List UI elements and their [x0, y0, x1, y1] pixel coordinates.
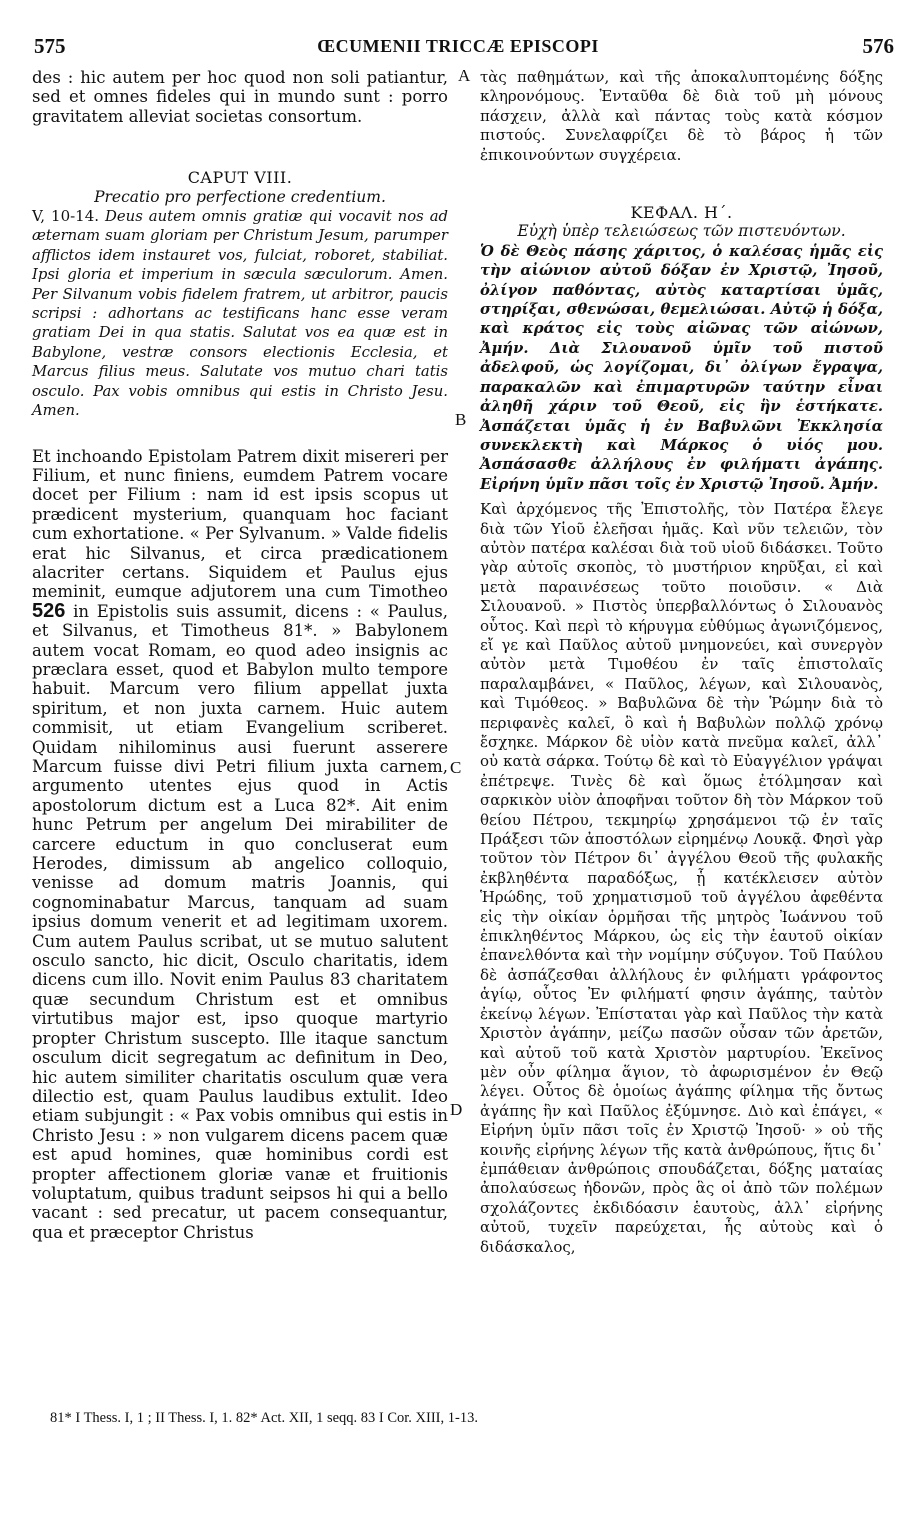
page-number-left: 575 [34, 34, 66, 58]
latin-intro: des : hic autem per hoc quod non soli patiantur, sed et omnes fideles qui in mundo sunt : porro gravitatem alleviat societas consortum. [32, 68, 448, 126]
greek-column [480, 68, 883, 1257]
latin-chapter-subtitle: Precatio pro perfectione credentium. [94, 187, 386, 206]
running-title: ŒCUMENII TRICCÆ EPISCOPI [317, 36, 599, 56]
latin-chapter-heading: CAPUT VIII. [187, 168, 293, 188]
latin-scripture-passage [32, 207, 448, 420]
greek-scripture-passage: Ὁ δὲ Θεὸς πάσης χάριτος, ὁ καλέσας ἡμᾶς εἰς τὴν αἰώνιον αὐτοῦ δόξαν ἐν Χριστῷ, Ἰησοῦ, ὀλίγον παθόντας, αὐτὸς καταρτίσαι ὑμᾶς, στηρίξαι, σθενώσαι, θεμελιώσαι. Αὐτῷ ἡ δόξα, καὶ κράτος εἰς τοὺς αἰῶνας τῶν αἰώνων, Ἀμήν. Διὰ Σιλουανοῦ ὑμῖν τοῦ πιστοῦ ἀδελφοῦ, ὡς λογίζομαι, δι᾽ ὀλίγων ἔγραψα, παρακαλῶν καὶ ἐπιμαρτυρῶν ταύτην εἶναι ἀληθῆ χάριν τοῦ Θεοῦ, εἰς ἣν ἑστήκατε. Ἀσπάζεται ὑμᾶς ἡ ἐν Βαβυλῶνι Ἐκκλησία συνεκλεκτὴ καὶ Μάρκος ὁ υἱός μου. Ἀσπάσασθε ἀλλήλους ἐν φιλήματι ἀγάπης. Εἰρήνη ὑμῖν πᾶσι τοῖς ἐν Χριστῷ Ἰησοῦ. Ἀμήν. [480, 242, 883, 493]
latin-commentary-part-1: Et inchoando Epistolam Patrem dixit misereri per Filium, et nunc finiens, eumdem Patrem vocare docet per Filium : nam id est ipsis scopus ut prædicent mysterium, quanquam hoc faciant cum exhortatione. « Per Sylvanum. » Valde fidelis erat hic Silvanus, et circa prædicationem alacriter certans. Siquidem et Paulus ejus meminit, eumque adjutorem una cum Timotheo [32, 446, 448, 602]
running-header [22, 34, 894, 62]
column-marker-d: D [450, 1100, 463, 1119]
latin-column [32, 68, 448, 1242]
latin-commentary [32, 447, 448, 1243]
greek-chapter-subtitle: Εὐχὴ ὑπὲρ τελειώσεως τῶν πιστευόντων. [517, 222, 846, 241]
greek-intro: τὰς παθημάτων, καὶ τῆς ἀποκαλυπτομένης δόξης κληρονόμους. Ἐνταῦθα δὲ διὰ τοῦ μὴ μόνους πάσχειν, ἀλλὰ καὶ πάντας τοὺς κατὰ κόσμον πιστούς. Συνελαφρίζει δὲ τὸ βάρος ἡ τῶν ἐπικοινούντων συγχέρεια. [480, 68, 883, 164]
footnotes: 81* I Thess. I, 1 ; II Thess. I, 1. 82* Act. XII, 1 seqq. 83 I Cor. XIII, 1-13. [50, 1410, 478, 1426]
latin-commentary-part-2: in Epistolis suis assumit, dicens : « Paulus, et Silvanus, et Timotheus 81*. » Babylonem autem vocat Romam, eo quod adeo insignis ac præclara esset, quod et Babylon multo tempore habuit. Marcum vero filium appellat juxta spiritum, et non juxta carnem. Huic autem commisit, ut etiam Evangelium scriberet. Quidam nihilominus ausi fuerunt asserere Marcum fuisse divi Petri filium juxta carnem, argumento utentes ejus quod in Actis apostolorum dictum est a Luca 82*. Ait enim hunc Petrum per angelum Dei mirabiliter de carcere eductum in quo concluserat eum Herodes, dimissum ab angelico colloquio, venisse ad domum matris Joannis, qui cognominabatur Marcus, tanquam ad suam ipsius domum venerit et ad legitimam uxorem. Cum autem Paulus scribat, ut se mutuo salutent osculo sancto, hic dicit, Osculo charitatis, idem dicens cum illo. Novit enim Paulus 83 charitatem quæ secundum Christum est et omnibus virtutibus major est, ipso quoque martyrio propter Christum suscepto. Ille itaque sanctum osculum dicit segregatum ac definitum in Deo, hic autem similiter charitatis osculum quæ vera dilectio est, quam Paulus laudibus extulit. Ideo etiam subjungit : « Pax vobis omnibus qui estis in Christo Jesu : » non vulgarem dicens pacem quæ est apud homines, quæ hominibus cordi est propter affectionem gloriæ vanæ et fruitionis voluptatum, quibus tradunt seipsos hi qui a bello vacant : sed precatur, ut pacem consequantur, qua et præceptor Christus [32, 601, 448, 1242]
greek-commentary: Καὶ ἀρχόμενος τῆς Ἐπιστολῆς, τὸν Πατέρα ἔλεγε διὰ τῶν Υἱοῦ ἐλεῆσαι ἡμᾶς. Καὶ νῦν τελειῶν, τὸν αὐτὸν πατέρα καλέσαι διὰ τοῦ υἱοῦ διδάσκει. Τοῦτο γὰρ αὐτοῖς σκοπὸς, τὸ μυστήριον κηρῦξαι, εἰ καὶ μετὰ παραινέσεως τοῦτο ποιοῦσιν. « Διὰ Σιλουανοῦ. » Πιστὸς ὑπερβαλλόντως ὁ Σιλουανὸς οὗτος. Καὶ περὶ τὸ κήρυγμα εὐθύμως ἀγωνιζόμενος, εἴ γε καὶ Παῦλος αὐτοῦ μνημονεύει, καὶ συνεργὸν αὐτὸν μετὰ Τιμοθέου ἐν ταῖς ἐπιστολαῖς παραλαμβάνει, « Παῦλος, λέγων, καὶ Σιλουανὸς, καὶ Τιμόθεος. » Βαβυλῶνα δὲ τὴν Ῥώμην διὰ τὸ περιφανὲς καλεῖ, ὃ καὶ ἡ Βαβυλὼν πολλῷ χρόνῳ ἔσχηκε. Μάρκον δὲ υἱὸν κατὰ πνεῦμα καλεῖ, ἀλλ᾽ οὐ κατὰ σάρκα. Τούτῳ δὲ καὶ τὸ Εὐαγγέλιον γράψαι ἐπέτρεψε. Τινὲς δὲ καὶ ὅμως ἐτόλμησαν καὶ σαρκικὸν υἱὸν ἀποφῆναι τοῦτον δὴ τὸν Μάρκον τοῦ θείου Πέτρου, τεκμηρίῳ χρησάμενοι τῷ ἐν ταῖς Πράξεσι τῶν ἀποστόλων εἰρημένῳ Λουκᾷ. Φησὶ γὰρ τοῦτον τὸν Πέτρον δι᾽ ἀγγέλου Θεοῦ τῆς φυλακῆς ἐκβληθέντα παραδόξως, ᾗ κατέκλεισεν αὐτὸν Ἡρώδης, τοῦ χρηματισμοῦ τοῦ ἀγγέλου ἀφεθέντα εἰς τὴν οἰκίαν ὁρμῆσαι τῆς μητρὸς Ἰωάννου τοῦ ἐπικληθέντος Μάρκου, ὡς εἰς τὴν ἑαυτοῦ οἰκίαν ἐπανελθόντα καὶ τὴν νομίμην σύζυγον. Τοῦ Παύλου δὲ ἀσπάζεσθαι ἀλλήλους ἐν φιλήματι γράφοντος ἁγίῳ, οὗτος Ἐν φιλήματί φησιν ἀγάπης, ταὐτὸν ἐκείνῳ λέγων. Ἐπίσταται γὰρ καὶ Παῦλος τὴν κατὰ Χριστὸν ἀγάπην, μείζω πασῶν οὖσαν τῶν ἀρετῶν, καὶ αὐτοῦ τοῦ κατὰ Χριστὸν μαρτυρίου. Ἐκεῖνος μὲν οὖν φίλημα ἅγιον, τὸ ἀφωρισμένον ἐν Θεῷ λέγει. Οὗτος δὲ ὁμοίως ἀγάπης φίλημα τῆς ὄντως ἀγάπης ἣν καὶ Παῦλος ἐξύμνησε. Διὸ καὶ ἐπάγει, « Εἰρήνη ὑμῖν πᾶσι τοῖς ἐν Χριστῷ Ἰησοῦ· » οὐ τῆς κοινῆς εἰρήνης λέγων τῆς κατὰ ἀνθρώπους, ἥτις δι᾽ ἐμπάθειαν ἀνθρώποις σπουδάζεται, δόξης ματαίας ἀπολαύσεως ἡδονῶν, πρὸς ἃς οἱ ἀπὸ τῶν πολέμων σχολάζοντες ἐκδιδόασιν ἑαυτοὺς, ἀλλ᾽ εἰρήνης αὐτοῦ, τυχεῖν παρεύχεται, ἧς αὐτοὺς καὶ ὁ διδάσκαλος, [480, 500, 883, 1256]
column-marker-c: C [450, 758, 462, 777]
column-marker-a: A [458, 66, 471, 85]
greek-chapter-heading: ΚΕΦΑΛ. Η΄. [630, 203, 733, 223]
latin-verse-text: Deus autem omnis gratiæ qui vocavit nos ad æternam suam gloriam per Christum Jesum, parumper afflictos idem instauret vos, fulciat, roboret, stabiliat. Ipsi gloria et imperium in sæcula sæculorum. Amen. Per Silvanum vobis fidelem fratrem, ut arbitror, paucis scripsi : adhortans ac testificans hanc esse veram gratiam Dei in qua statis. Salutat vos ea quæ est in Babylone, vestræ consors electionis Ecclesia, et Marcus filius meus. Salutate vos mutuo chari tatis osculo. Pax vobis omnibus qui estis in Christo Jesu. Amen. [32, 208, 448, 420]
column-marker-b: B [455, 410, 467, 429]
verse-reference: V, 10-14. [32, 207, 100, 226]
page-number-right: 576 [862, 34, 894, 58]
column-number: 526 [32, 599, 66, 622]
